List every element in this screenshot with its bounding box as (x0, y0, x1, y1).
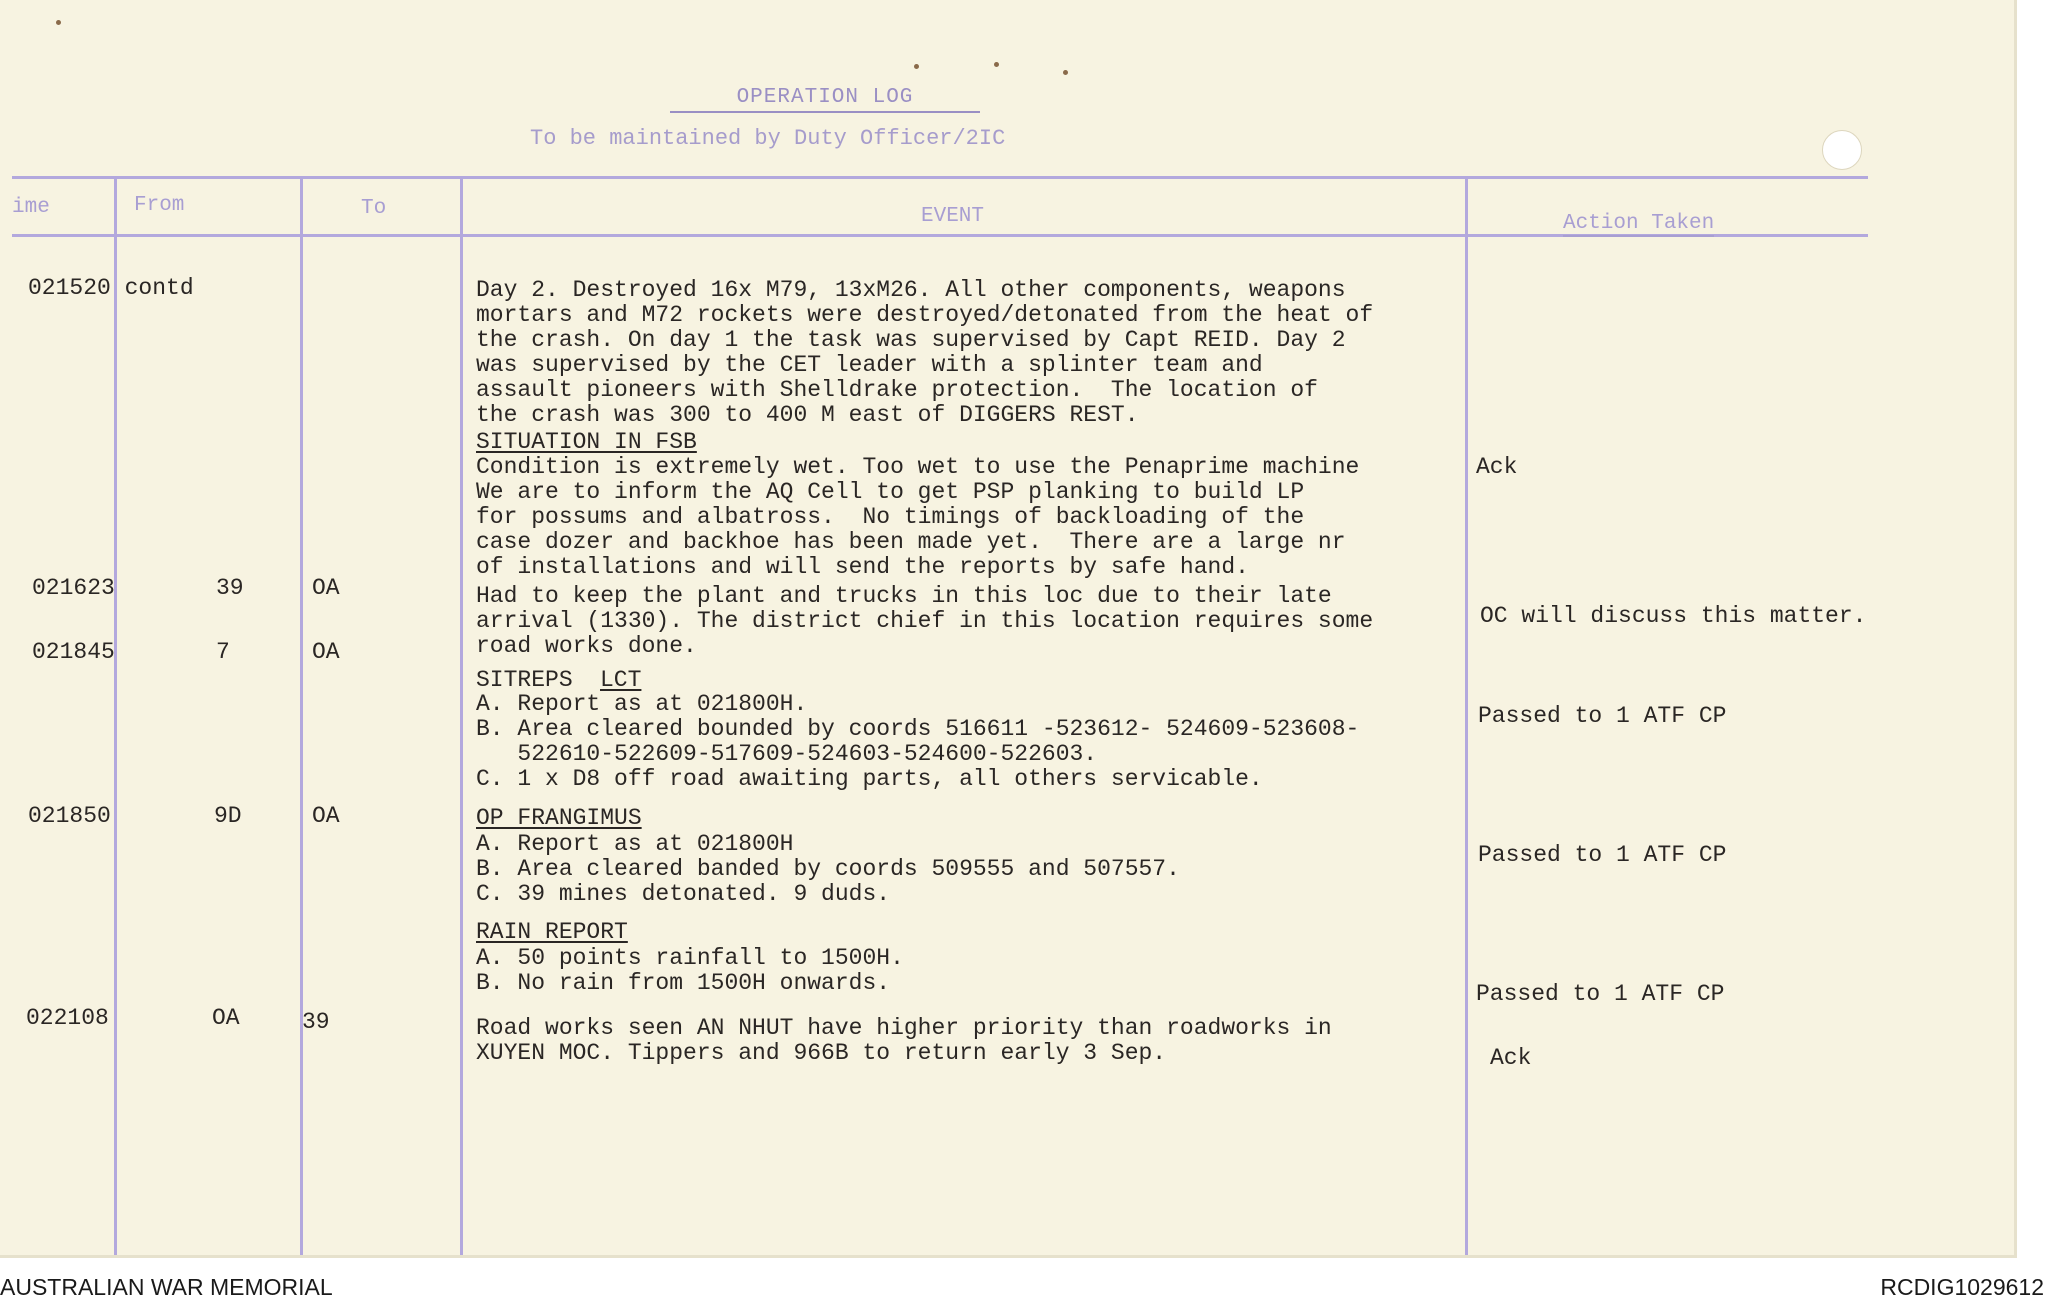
column-divider (114, 178, 117, 1255)
footer-archive-name: AUSTRALIAN WAR MEMORIAL (0, 1274, 333, 1300)
footer-record-id: RCDIG1029612 (1880, 1274, 2044, 1300)
entry-heading: SITUATION IN FSB (476, 429, 697, 455)
entry-action: Passed to 1 ATF CP (1476, 981, 1725, 1007)
document-subtitle: To be maintained by Duty Officer/2IC (530, 126, 1006, 151)
column-header-from: From (134, 194, 185, 217)
entry-to: 39 (302, 1009, 330, 1035)
entry-time: 021520 contd (28, 275, 194, 301)
entry-heading: LCT (600, 667, 642, 693)
entry-to: OA (312, 575, 340, 601)
entry-from: 7 (216, 639, 230, 665)
column-header-time: ime (12, 196, 50, 219)
entry-time: 021845 (32, 639, 115, 665)
entry-heading: OP FRANGIMUS (476, 805, 642, 831)
entry-from: 9D (214, 803, 242, 829)
entry-event: Had to keep the plant and trucks in this loc due to their late arrival (1330). The district chief in this location requires some road works done. (476, 583, 1374, 659)
entry-event: Road works seen AN NHUT have higher priority than roadworks in XUYEN MOC. Tippers and 966B to return early 3 Sep. (476, 1015, 1332, 1066)
entry-time: 021623 (32, 575, 115, 601)
entry-action: Ack (1490, 1045, 1532, 1071)
entry-from: 39 (216, 575, 244, 601)
paper-mark (56, 20, 61, 25)
document-title: OPERATION LOG (670, 86, 980, 113)
column-header-to: To (361, 197, 387, 220)
entry-action: OC will discuss this matter. (1480, 603, 1867, 629)
entry-heading: SITREPS (476, 667, 573, 693)
entry-event: A. Report as at 021800H B. Area cleared banded by coords 509555 and 507557. C. 39 mines detonated. 9 duds. (476, 831, 1180, 907)
entry-time: 021850 (28, 803, 111, 829)
entry-action: Ack (1476, 454, 1518, 480)
entry-event: Day 2. Destroyed 16x M79, 13xM26. All other components, weapons mortars and M72 rockets were destroyed/detonated from the heat of the crash. On day 1 the task was supervised by Capt REID. Day 2 was supervised by the CET leader with a splinter team and assault pioneers with Shelldrake protection. The location of the crash was 300 to 400 M east of DIGGERS REST. (476, 277, 1374, 428)
entry-event: Condition is extremely wet. Too wet to use the Penaprime machine We are to inform the AQ Cell to get PSP planking to build LP for possums and albatross. No timings of backloading of the case dozer and backhoe has been made yet. There are a large nr of installations and will send the reports by safe hand. (476, 454, 1360, 580)
paper-mark (994, 62, 999, 67)
entry-to: OA (312, 639, 340, 665)
paper-mark (1063, 70, 1068, 75)
header-top-rule (12, 176, 1868, 179)
entry-from: OA (212, 1005, 240, 1031)
entry-action: Passed to 1 ATF CP (1478, 842, 1727, 868)
entry-event: A. Report as at 021800H. B. Area cleared bounded by coords 516611 -523612- 524609-523608- 522610-522609-517609-524603-524600-522603. C. 1 x D8 off road awaiting parts, all others servicable. (476, 691, 1360, 792)
entry-event: A. 50 points rainfall to 1500H. B. No rain from 1500H onwards. (476, 945, 904, 996)
entry-heading: RAIN REPORT (476, 919, 628, 945)
column-divider (1465, 178, 1468, 1255)
paper-mark (914, 64, 919, 69)
entry-to: OA (312, 803, 340, 829)
punch-hole (1822, 130, 1862, 170)
column-header-action: Action Taken (1563, 212, 1715, 235)
entry-time: 022108 (26, 1005, 109, 1031)
column-divider (300, 178, 303, 1255)
column-divider (460, 178, 463, 1255)
column-header-event: EVENT (921, 205, 985, 228)
entry-action: Passed to 1 ATF CP (1478, 703, 1727, 729)
